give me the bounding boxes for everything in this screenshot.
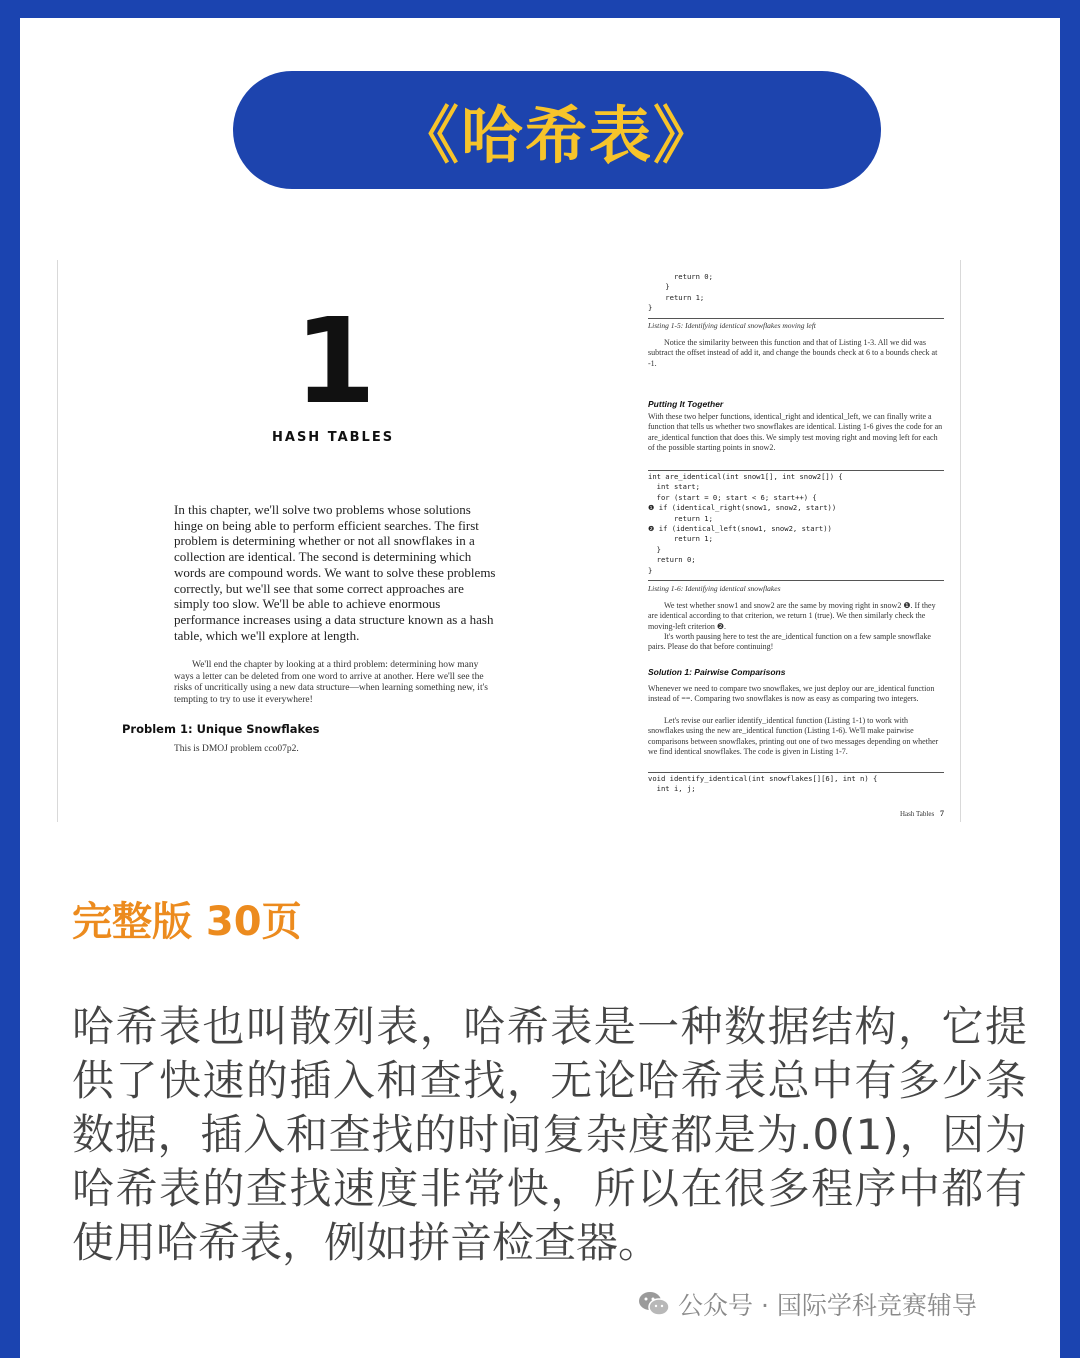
description-text: 哈希表也叫散列表，哈希表是一种数据结构，它提供了快速的插入和查找，无论哈希表总中有多少条数据，插入和查找的时间复杂度都是为.0(1)，因为哈希表的查找速度非常快，所以在很多程序中都有使用哈希表，例如拼音检查器。: [72, 1002, 1027, 1267]
book-preview: [57, 260, 960, 822]
code-block-bottom: void identify_identical(int snowflakes[][6], int n) { int i, j;: [648, 774, 878, 794]
section-heading: Solution 1: Pairwise Comparisons: [648, 667, 786, 677]
version-label: 完整版 30页: [72, 899, 302, 945]
paragraph: Notice the similarity between this function and that of Listing 1-3. All we did was subtract the offset instead of add it, and change the bounds check at 6 to a bounds check at -1.: [648, 338, 938, 368]
paragraph: Whenever we need to compare two snowflakes, we just deploy our are_identical function instead of ==. Comparing two snowflakes is now as easy as comparing two integers.: [648, 684, 935, 704]
code-block-are-identical: int are_identical(int snow1[], int snow2[]) { int start; for (start = 0; start < 6; start++) { ❶ if (identical_right(snow1, snow2, start)) return 1; ❷ if (identical_left(snow1, snow2, start)) return 1; } return 0; }: [648, 472, 843, 575]
page-footer-section: Hash Tables: [900, 810, 935, 818]
chapter-number: 1: [294, 292, 377, 430]
intro-paragraph: In this chapter, we'll solve two problems whose solutions hinge on being able to perform efficient searches. The first problem is determining whether or not all snowflakes in a collection are identical. The second is determining which words are compound words. We want to solve these problems correctly, but we'll see that some correct approaches are simply too slow. We'll be able to achieve enormous performance increases using a data structure known as a hash table, which we'll explore at length.: [174, 502, 496, 643]
page-footer-number: 7: [940, 809, 944, 818]
listing-caption: Listing 1-5: Identifying identical snowflakes moving left: [648, 321, 816, 330]
poster-card: [20, 18, 1060, 1358]
paragraph: It's worth pausing here to test the are_identical function on a few sample snowflake pairs. Please do that before continuing!: [648, 632, 931, 652]
code-block-top: return 0; } return 1; }: [648, 272, 713, 313]
book-left-page: [57, 260, 542, 822]
book-right-page: [540, 260, 961, 822]
page-title: 《哈希表》: [396, 98, 717, 172]
chapter-title: HASH TABLES: [272, 430, 395, 445]
code-rule: [648, 470, 944, 471]
listing-rule: [648, 318, 944, 319]
code-rule: [648, 772, 944, 773]
third-problem-paragraph: We'll end the chapter by looking at a third problem: determining how many ways a letter can be deleted from one word to arrive at another. Here we'll see the risks of uncritically using a new data structure—when learning something new, it's tempting to try to use it everywhere!: [174, 660, 488, 705]
listing-rule: [648, 580, 944, 581]
listing-caption: Listing 1-6: Identifying identical snowflakes: [648, 584, 781, 593]
title-banner: [233, 71, 881, 189]
watermark: [638, 1286, 977, 1322]
paragraph: With these two helper functions, identical_right and identical_left, we can finally write a function that tells us whether two snowflakes are identical. Listing 1-6 gives the code for an are_identical function that does this. We simply test moving right and moving left for each of the possible starting points in snow2.: [648, 412, 943, 453]
paragraph: Let's revise our earlier identify_identical function (Listing 1-1) to work with snowflakes using the new are_identical function (Listing 1-6). We'll make pairwise comparisons between snowflakes, printing out one of two messages depending on whether we find identical snowflakes. The code is given in Listing 1-7.: [648, 716, 939, 757]
section-heading: Putting It Together: [648, 399, 724, 409]
problem-note: This is DMOJ problem cco07p2.: [174, 744, 299, 754]
problem-heading: Problem 1: Unique Snowflakes: [122, 722, 320, 736]
watermark-text: 公众号 · 国际学科竞赛辅导: [678, 1291, 977, 1320]
paragraph: We test whether snow1 and snow2 are the same by moving right in snow2 ❶. If they are identical according to that criterion, we return 1 (true). We then similarly check the moving-left criterion ❷.: [648, 601, 936, 631]
wechat-icon: [638, 1290, 670, 1318]
